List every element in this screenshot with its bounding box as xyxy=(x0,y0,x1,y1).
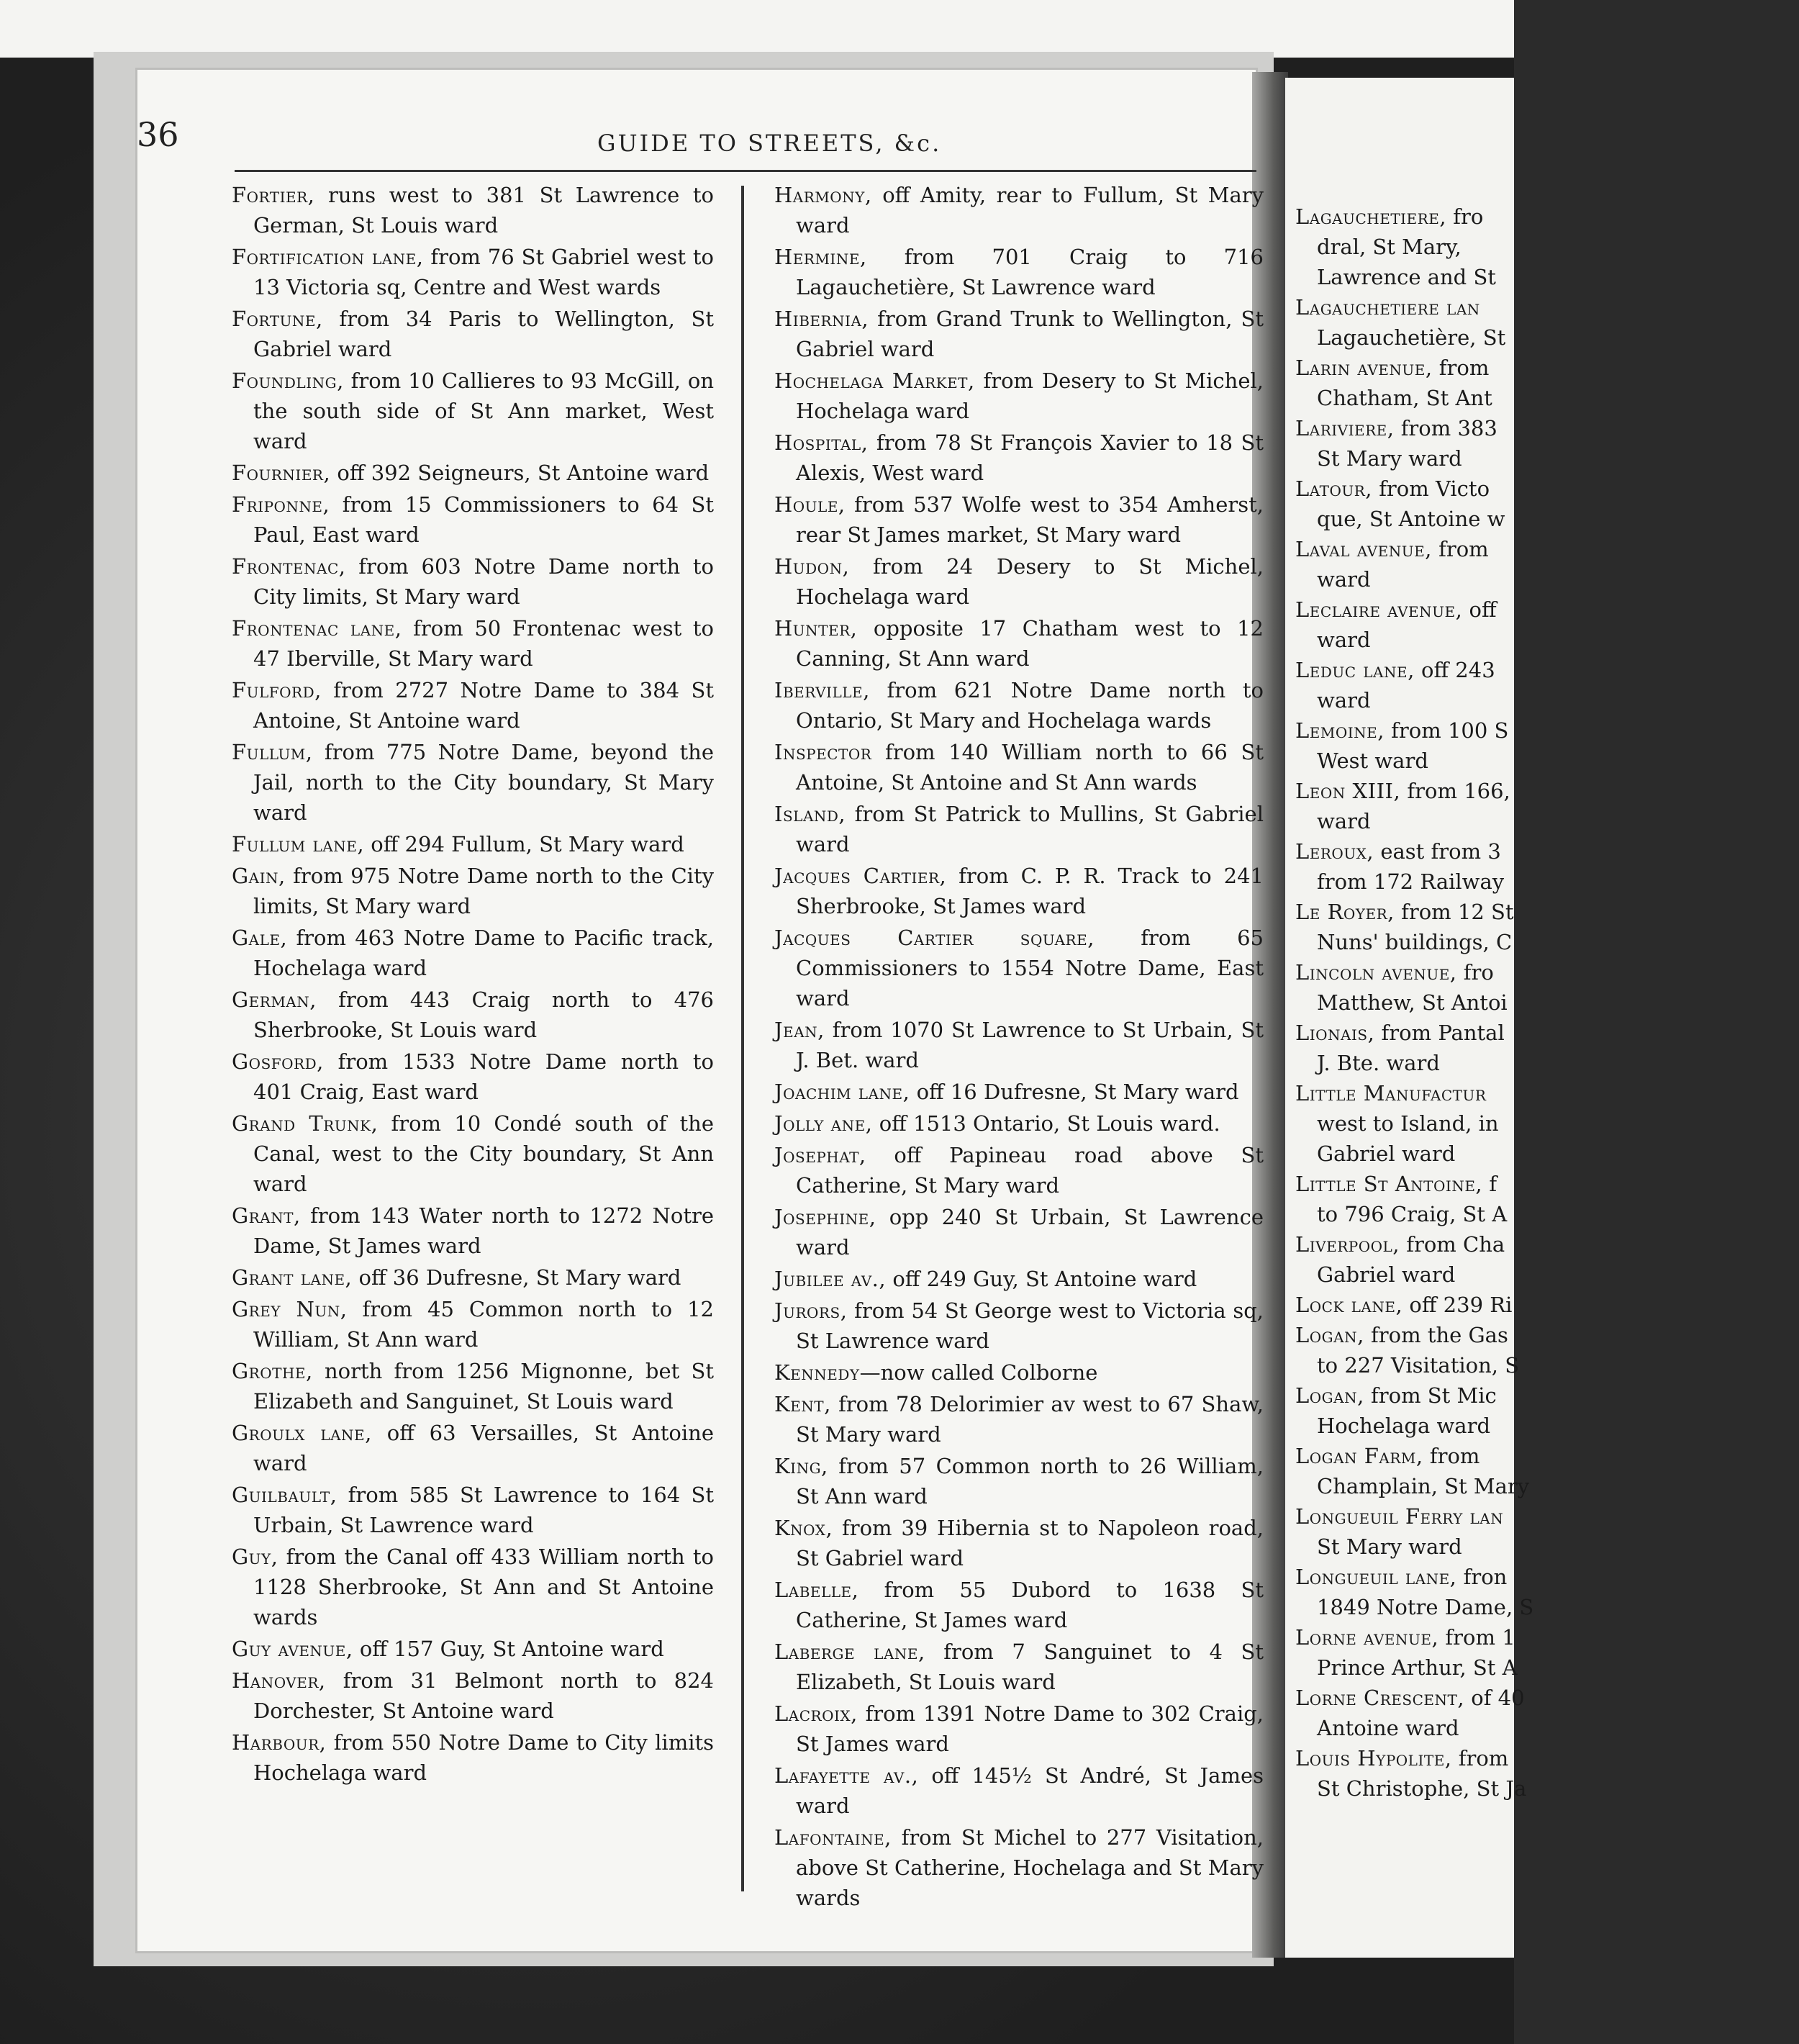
street-description: from 383 xyxy=(1394,416,1497,440)
street-description: from 550 Notre Dame to City limits Hochelaga ward xyxy=(253,1730,714,1785)
street-name: Leduc lane, xyxy=(1295,658,1415,682)
street-name: Hochelaga Market, xyxy=(774,368,975,393)
street-name: Lacroix, xyxy=(774,1701,858,1726)
continuation-line: dral, St Mary, xyxy=(1317,235,1462,259)
street-name: Inspector xyxy=(774,740,872,764)
facing-page-entry xyxy=(1295,1501,1799,1562)
street-name: Logan, xyxy=(1295,1383,1364,1408)
street-name: Leon XIII, xyxy=(1295,779,1401,803)
street-entry xyxy=(232,242,714,302)
continuation-line: Gabriel ward xyxy=(1317,1141,1456,1166)
street-entry xyxy=(232,1418,714,1478)
street-description: from 7 Sanguinet to 4 St Elizabeth, St Louis ward xyxy=(796,1640,1264,1694)
street-name: Grand Trunk, xyxy=(232,1111,379,1136)
facing-page-entry xyxy=(1295,1562,1799,1622)
street-name: Hunter, xyxy=(774,616,858,641)
street-description: from 45 Common north to 12 William, St Ann ward xyxy=(253,1297,714,1352)
continuation-line: Chatham, St Ant xyxy=(1317,386,1492,410)
street-entry xyxy=(774,1637,1264,1697)
street-name: Latour, xyxy=(1295,476,1372,501)
street-entry xyxy=(774,1202,1264,1262)
street-description: of 40 xyxy=(1464,1686,1525,1710)
street-description: from 10 Callieres to 93 McGill, on the south side of St Ann market, West ward xyxy=(253,368,714,453)
street-name: Harmony, xyxy=(774,183,872,207)
street-name: Joachim lane, xyxy=(774,1080,910,1104)
continuation-line: 1849 Notre Dame, S xyxy=(1317,1595,1534,1619)
street-description: off Amity, rear to Fullum, St Mary ward xyxy=(796,183,1264,238)
facing-page-entry xyxy=(1295,957,1799,1018)
continuation-line: Hochelaga ward xyxy=(1317,1414,1491,1438)
street-description: from 585 St Lawrence to 164 St Urbain, St Lawrence ward xyxy=(253,1483,714,1537)
street-entry xyxy=(774,1389,1264,1450)
street-name: Guy avenue, xyxy=(232,1637,353,1661)
continuation-line: ward xyxy=(1317,809,1371,833)
street-description: from xyxy=(1432,356,1490,380)
street-description: from 621 Notre Dame north to Ontario, St Mary and Hochelaga wards xyxy=(796,678,1264,733)
street-description: opp 240 St Urbain, St Lawrence ward xyxy=(796,1205,1264,1260)
street-entry xyxy=(774,1822,1264,1913)
street-entry xyxy=(774,242,1264,302)
street-description: from 140 William north to 66 St Antoine, St Antoine and St Ann wards xyxy=(796,740,1264,795)
street-description: from xyxy=(1451,1746,1509,1771)
street-entry xyxy=(232,489,714,550)
running-title: GUIDE TO STREETS, &c. xyxy=(597,130,942,157)
street-entry xyxy=(232,1665,714,1726)
street-name: Kent, xyxy=(774,1392,831,1416)
street-description: from 701 Craig to 716 Lagauchetière, St Lawrence ward xyxy=(796,245,1264,299)
street-entry xyxy=(774,1699,1264,1759)
street-description: from 34 Paris to Wellington, St Gabriel ward xyxy=(253,307,714,361)
street-name: Gale, xyxy=(232,926,288,950)
street-name: Frontenac, xyxy=(232,554,346,579)
street-entry xyxy=(774,923,1264,1013)
street-description: off 392 Seigneurs, St Antoine ward xyxy=(330,461,710,485)
street-name: Fulford, xyxy=(232,678,322,702)
street-name: Laval avenue, xyxy=(1295,537,1432,561)
street-entry xyxy=(774,613,1264,674)
street-description: from 50 Frontenac west to 47 Iberville, St Mary ward xyxy=(253,616,714,671)
continuation-line: Matthew, St Antoi xyxy=(1317,990,1508,1015)
street-description: from 78 Delorimier av west to 67 Shaw, St Mary ward xyxy=(796,1392,1264,1447)
street-description: from 1 xyxy=(1438,1625,1515,1650)
street-entry xyxy=(774,180,1264,240)
street-entry xyxy=(232,1480,714,1540)
street-description: from St Mic xyxy=(1364,1383,1497,1408)
street-description: from the Canal off 433 William north to 1128 Sherbrooke, St Ann and St Antoine wards xyxy=(253,1545,714,1629)
continuation-line: west to Island, in xyxy=(1317,1111,1499,1136)
street-entry xyxy=(232,1108,714,1199)
street-name: Lagauchetiere lan xyxy=(1295,295,1480,320)
street-name: Kennedy xyxy=(774,1360,860,1385)
street-name: Guy, xyxy=(232,1545,278,1569)
street-entry xyxy=(232,861,714,921)
street-description: off 16 Dufresne, St Mary ward xyxy=(910,1080,1239,1104)
street-name: Josephine, xyxy=(774,1205,876,1229)
street-name: Hibernia, xyxy=(774,307,869,331)
street-description: fron xyxy=(1456,1565,1508,1589)
street-description: from xyxy=(1423,1444,1480,1468)
street-name: Hermine, xyxy=(774,245,867,269)
street-name: Grant lane, xyxy=(232,1265,353,1290)
street-description: fro xyxy=(1446,204,1484,229)
facing-page-entry xyxy=(1295,1441,1799,1501)
street-description: from 775 Notre Dame, beyond the Jail, north to the City boundary, St Mary ward xyxy=(253,740,714,825)
facing-page-entry xyxy=(1295,292,1799,353)
street-name: Labelle, xyxy=(774,1578,859,1602)
facing-page-entry xyxy=(1295,1078,1799,1169)
street-name: Fullum lane, xyxy=(232,832,365,856)
street-entry xyxy=(774,1295,1264,1356)
street-name: Fullum, xyxy=(232,740,313,764)
street-entry xyxy=(232,613,714,674)
street-name: Longueuil Ferry lan xyxy=(1295,1504,1504,1529)
street-entry xyxy=(774,1077,1264,1107)
street-entry xyxy=(232,1046,714,1107)
street-description: from 54 St George west to Victoria sq, St Lawrence ward xyxy=(796,1298,1264,1353)
facing-page-entry xyxy=(1295,474,1799,534)
continuation-line: West ward xyxy=(1317,749,1428,773)
facing-page-entry xyxy=(1295,836,1799,897)
facing-page-entry xyxy=(1295,1169,1799,1229)
street-name: Hudon, xyxy=(774,554,850,579)
continuation-line: St Mary ward xyxy=(1317,1534,1462,1559)
continuation-line: to 796 Craig, St A xyxy=(1317,1202,1508,1226)
street-entry xyxy=(232,1542,714,1632)
facing-page-entry xyxy=(1295,353,1799,413)
continuation-line: Lagauchetière, St xyxy=(1317,325,1506,350)
facing-page-entry xyxy=(1295,1622,1799,1683)
street-description: off 63 Versailles, St Antoine ward xyxy=(253,1421,714,1475)
street-description: from 31 Belmont north to 824 Dorchester, St Antoine ward xyxy=(253,1668,714,1723)
page-number: 36 xyxy=(137,115,179,154)
street-entry xyxy=(774,489,1264,550)
street-description: from Cha xyxy=(1400,1232,1505,1257)
street-description: from St Patrick to Mullins, St Gabriel ward xyxy=(796,802,1264,856)
street-description: from 443 Craig north to 476 Sherbrooke, St Louis ward xyxy=(253,987,714,1042)
street-entry xyxy=(232,458,714,488)
street-description: runs west to 381 St Lawrence to German, St Louis ward xyxy=(253,183,714,238)
street-entry xyxy=(774,304,1264,364)
street-entry xyxy=(232,180,714,240)
street-name: Leclaire avenue, xyxy=(1295,597,1463,622)
street-entry xyxy=(774,1760,1264,1821)
street-description: from 1070 St Lawrence to St Urbain, St J. Bet. ward xyxy=(796,1018,1264,1072)
street-name: Jacques Cartier square, xyxy=(774,926,1095,950)
street-description: f xyxy=(1482,1172,1497,1196)
street-description: from 143 Water north to 1272 Notre Dame, St James ward xyxy=(253,1203,714,1258)
street-description: from the Gas xyxy=(1364,1323,1508,1347)
street-entry xyxy=(232,304,714,364)
continuation-line: Gabriel ward xyxy=(1317,1262,1456,1287)
street-description: from St Michel to 277 Visitation, above St Catherine, Hochelaga and St Mary wards xyxy=(796,1825,1264,1910)
continuation-line: que, St Antoine w xyxy=(1317,507,1505,531)
street-name: Lock lane, xyxy=(1295,1293,1403,1317)
street-entry xyxy=(774,1357,1264,1388)
street-name: Liverpool, xyxy=(1295,1232,1400,1257)
continuation-line: Nuns' buildings, C xyxy=(1317,930,1513,954)
street-name: Jubilee av., xyxy=(774,1267,887,1291)
street-description: from 100 S xyxy=(1384,718,1509,743)
street-name: Lariviere, xyxy=(1295,416,1395,440)
street-entry xyxy=(774,1108,1264,1139)
street-name: Island, xyxy=(774,802,846,826)
street-description: from 15 Commissioners to 64 St Paul, East ward xyxy=(253,492,714,547)
street-name: Frontenac lane, xyxy=(232,616,402,641)
street-description: east from 3 xyxy=(1374,839,1501,864)
street-description: off 1513 Ontario, St Louis ward. xyxy=(872,1111,1220,1136)
street-description: fro xyxy=(1456,960,1494,985)
street-entry xyxy=(774,551,1264,612)
continuation-line: ward xyxy=(1317,688,1371,713)
street-entry xyxy=(774,1015,1264,1075)
street-name: Harbour, xyxy=(232,1730,327,1755)
facing-page-entry xyxy=(1295,202,1799,292)
street-name: Jacques Cartier, xyxy=(774,864,947,888)
street-name: Lionais, xyxy=(1295,1021,1375,1045)
street-entry xyxy=(774,861,1264,921)
street-name: Groulx lane, xyxy=(232,1421,372,1445)
continuation-line: J. Bte. ward xyxy=(1317,1051,1440,1075)
street-description: from Pantal xyxy=(1374,1021,1505,1045)
street-description: from 463 Notre Dame to Pacific track, Hochelaga ward xyxy=(253,926,714,980)
street-description: off 36 Dufresne, St Mary ward xyxy=(352,1265,681,1290)
street-name: Gain, xyxy=(232,864,286,888)
street-name: Lorne avenue, xyxy=(1295,1625,1439,1650)
facing-page-entry xyxy=(1295,594,1799,655)
facing-page-entry xyxy=(1295,897,1799,957)
street-description: from 166, xyxy=(1400,779,1510,803)
street-name: Lincoln avenue, xyxy=(1295,960,1457,985)
street-name: Foundling, xyxy=(232,368,344,393)
street-description: from 1533 Notre Dame north to 401 Craig, East ward xyxy=(253,1049,714,1104)
street-entry xyxy=(774,1140,1264,1200)
continuation-line: Champlain, St Mary xyxy=(1317,1474,1530,1498)
street-description: from 10 Condé south of the Canal, west to the City boundary, St Ann ward xyxy=(253,1111,714,1196)
street-name: Hospital, xyxy=(774,430,869,455)
top-margin-strip xyxy=(0,0,1514,58)
street-name: King, xyxy=(774,1454,828,1478)
header-rule xyxy=(235,170,1256,172)
continuation-line: from 172 Railway xyxy=(1317,869,1505,894)
street-description: from 12 St xyxy=(1394,900,1514,924)
street-description: from Grand Trunk to Wellington, St Gabriel ward xyxy=(796,307,1264,361)
column-divider xyxy=(741,186,744,1891)
street-description: from 39 Hibernia st to Napoleon road, St Gabriel ward xyxy=(796,1516,1264,1570)
continuation-line: ward xyxy=(1317,628,1371,652)
street-entry xyxy=(774,1575,1264,1635)
street-name: Lorne Crescent, xyxy=(1295,1686,1465,1710)
street-description: off xyxy=(1462,597,1497,622)
facing-page-entry xyxy=(1295,1683,1799,1743)
street-name: Jean, xyxy=(774,1018,825,1042)
street-description: from 24 Desery to St Michel, Hochelaga ward xyxy=(796,554,1264,609)
street-name: Hanover, xyxy=(232,1668,326,1693)
facing-page-entry xyxy=(1295,776,1799,836)
street-entry xyxy=(232,366,714,456)
street-name: Grant, xyxy=(232,1203,301,1228)
street-entry xyxy=(774,428,1264,488)
street-description: —now called Colborne xyxy=(859,1360,1098,1385)
facing-page-entry xyxy=(1295,1380,1799,1441)
street-name: Longueuil lane, xyxy=(1295,1565,1457,1589)
street-description: off 239 Ri xyxy=(1403,1293,1513,1317)
street-description: from Desery to St Michel, Hochelaga ward xyxy=(796,368,1264,423)
facing-page-entry xyxy=(1295,1743,1799,1804)
street-description: north from 1256 Mignonne, bet St Elizabeth and Sanguinet, St Louis ward xyxy=(253,1359,714,1414)
street-name: Laberge lane, xyxy=(774,1640,925,1664)
facing-page-entry xyxy=(1295,1018,1799,1078)
left-column xyxy=(232,180,714,1789)
street-description: from 537 Wolfe west to 354 Amherst, rear St James market, St Mary ward xyxy=(796,492,1264,547)
street-name: Lagauchetiere, xyxy=(1295,204,1447,229)
street-entry xyxy=(774,1264,1264,1294)
street-entry xyxy=(232,551,714,612)
street-entry xyxy=(232,737,714,828)
street-entry xyxy=(232,1262,714,1293)
facing-page-entry xyxy=(1295,534,1799,594)
street-name: Fortier, xyxy=(232,183,315,207)
street-description: from Victo xyxy=(1372,476,1490,501)
street-description: from C. P. R. Track to 241 Sherbrooke, St James ward xyxy=(796,864,1264,918)
street-description: from 2727 Notre Dame to 384 St Antoine, St Antoine ward xyxy=(253,678,714,733)
street-name: Lafayette av., xyxy=(774,1763,919,1788)
street-name: Jolly ane, xyxy=(774,1111,873,1136)
street-entry xyxy=(232,985,714,1045)
street-entry xyxy=(232,923,714,983)
street-name: Grothe, xyxy=(232,1359,313,1383)
street-name: Gosford, xyxy=(232,1049,324,1074)
street-name: Grey Nun, xyxy=(232,1297,348,1321)
street-description: from 78 St François Xavier to 18 St Alexis, West ward xyxy=(796,430,1264,485)
street-name: Fortification lane, xyxy=(232,245,424,269)
street-name: Louis Hypolite, xyxy=(1295,1746,1452,1771)
facing-page-entry xyxy=(1295,1290,1799,1320)
facing-page-entry xyxy=(1295,1229,1799,1290)
street-description: from xyxy=(1431,537,1489,561)
street-description: from 975 Notre Dame north to the City limits, St Mary ward xyxy=(253,864,714,918)
street-entry xyxy=(232,1634,714,1664)
continuation-line: Lawrence and St xyxy=(1317,265,1496,289)
facing-page-entry xyxy=(1295,655,1799,715)
continuation-line: Antoine ward xyxy=(1317,1716,1459,1740)
facing-page-entry xyxy=(1295,715,1799,776)
street-name: Knox, xyxy=(774,1516,833,1540)
right-column xyxy=(774,180,1264,1914)
street-name: Friponne, xyxy=(232,492,330,517)
street-name: Houle, xyxy=(774,492,846,517)
facing-page-entry xyxy=(1295,413,1799,474)
street-entry xyxy=(232,829,714,859)
street-description: off 145½ St André, St James ward xyxy=(796,1763,1264,1818)
street-description: off 157 Guy, St Antoine ward xyxy=(353,1637,664,1661)
street-name: Lafontaine, xyxy=(774,1825,892,1850)
street-name: Jurors, xyxy=(774,1298,848,1323)
continuation-line: St Christophe, St Ja xyxy=(1317,1776,1527,1801)
street-description: off Papineau road above St Catherine, St Mary ward xyxy=(796,1143,1264,1198)
street-description: off 294 Fullum, St Mary ward xyxy=(364,832,684,856)
street-name: Little St Antoine, xyxy=(1295,1172,1483,1196)
street-entry xyxy=(774,799,1264,859)
street-description: from 76 St Gabriel west to 13 Victoria sq, Centre and West wards xyxy=(253,245,715,299)
street-name: Logan, xyxy=(1295,1323,1364,1347)
continuation-line: St Mary ward xyxy=(1317,446,1462,471)
street-name: Little Manufactur xyxy=(1295,1081,1487,1105)
continuation-line: ward xyxy=(1317,567,1371,592)
street-entry xyxy=(232,1356,714,1416)
street-description: from 55 Dubord to 1638 St Catherine, St James ward xyxy=(796,1578,1264,1632)
street-name: Josephat, xyxy=(774,1143,866,1167)
facing-page-column xyxy=(1295,202,1799,1804)
continuation-line: to 227 Visitation, S xyxy=(1317,1353,1520,1378)
street-description: from 57 Common north to 26 William, St Ann ward xyxy=(796,1454,1264,1509)
continuation-line: Prince Arthur, St A xyxy=(1317,1655,1518,1680)
street-entry xyxy=(774,1451,1264,1511)
street-description: from 603 Notre Dame north to City limits, St Mary ward xyxy=(253,554,714,609)
street-name: Guilbault, xyxy=(232,1483,337,1507)
street-entry xyxy=(774,675,1264,736)
street-name: Le Royer, xyxy=(1295,900,1395,924)
street-name: German, xyxy=(232,987,317,1012)
street-entry xyxy=(774,1513,1264,1573)
street-name: Leroux, xyxy=(1295,839,1374,864)
street-name: Lemoine, xyxy=(1295,718,1385,743)
street-entry xyxy=(232,1200,714,1261)
street-name: Larin avenue, xyxy=(1295,356,1433,380)
street-entry xyxy=(774,737,1264,797)
street-description: from 65 Commissioners to 1554 Notre Dame, East ward xyxy=(796,926,1264,1010)
street-name: Logan Farm, xyxy=(1295,1444,1423,1468)
street-entry xyxy=(232,1294,714,1355)
street-description: opposite 17 Chatham west to 12 Canning, St Ann ward xyxy=(796,616,1264,671)
street-description: from 1391 Notre Dame to 302 Craig, St James ward xyxy=(796,1701,1264,1756)
street-name: Iberville, xyxy=(774,678,870,702)
street-description: off 243 xyxy=(1414,658,1495,682)
facing-page-entry xyxy=(1295,1320,1799,1380)
street-description: off 249 Guy, St Antoine ward xyxy=(886,1267,1197,1291)
street-entry xyxy=(774,366,1264,426)
street-name: Fortune, xyxy=(232,307,323,331)
street-entry xyxy=(232,1727,714,1788)
street-entry xyxy=(232,675,714,736)
street-name: Fournier, xyxy=(232,461,331,485)
